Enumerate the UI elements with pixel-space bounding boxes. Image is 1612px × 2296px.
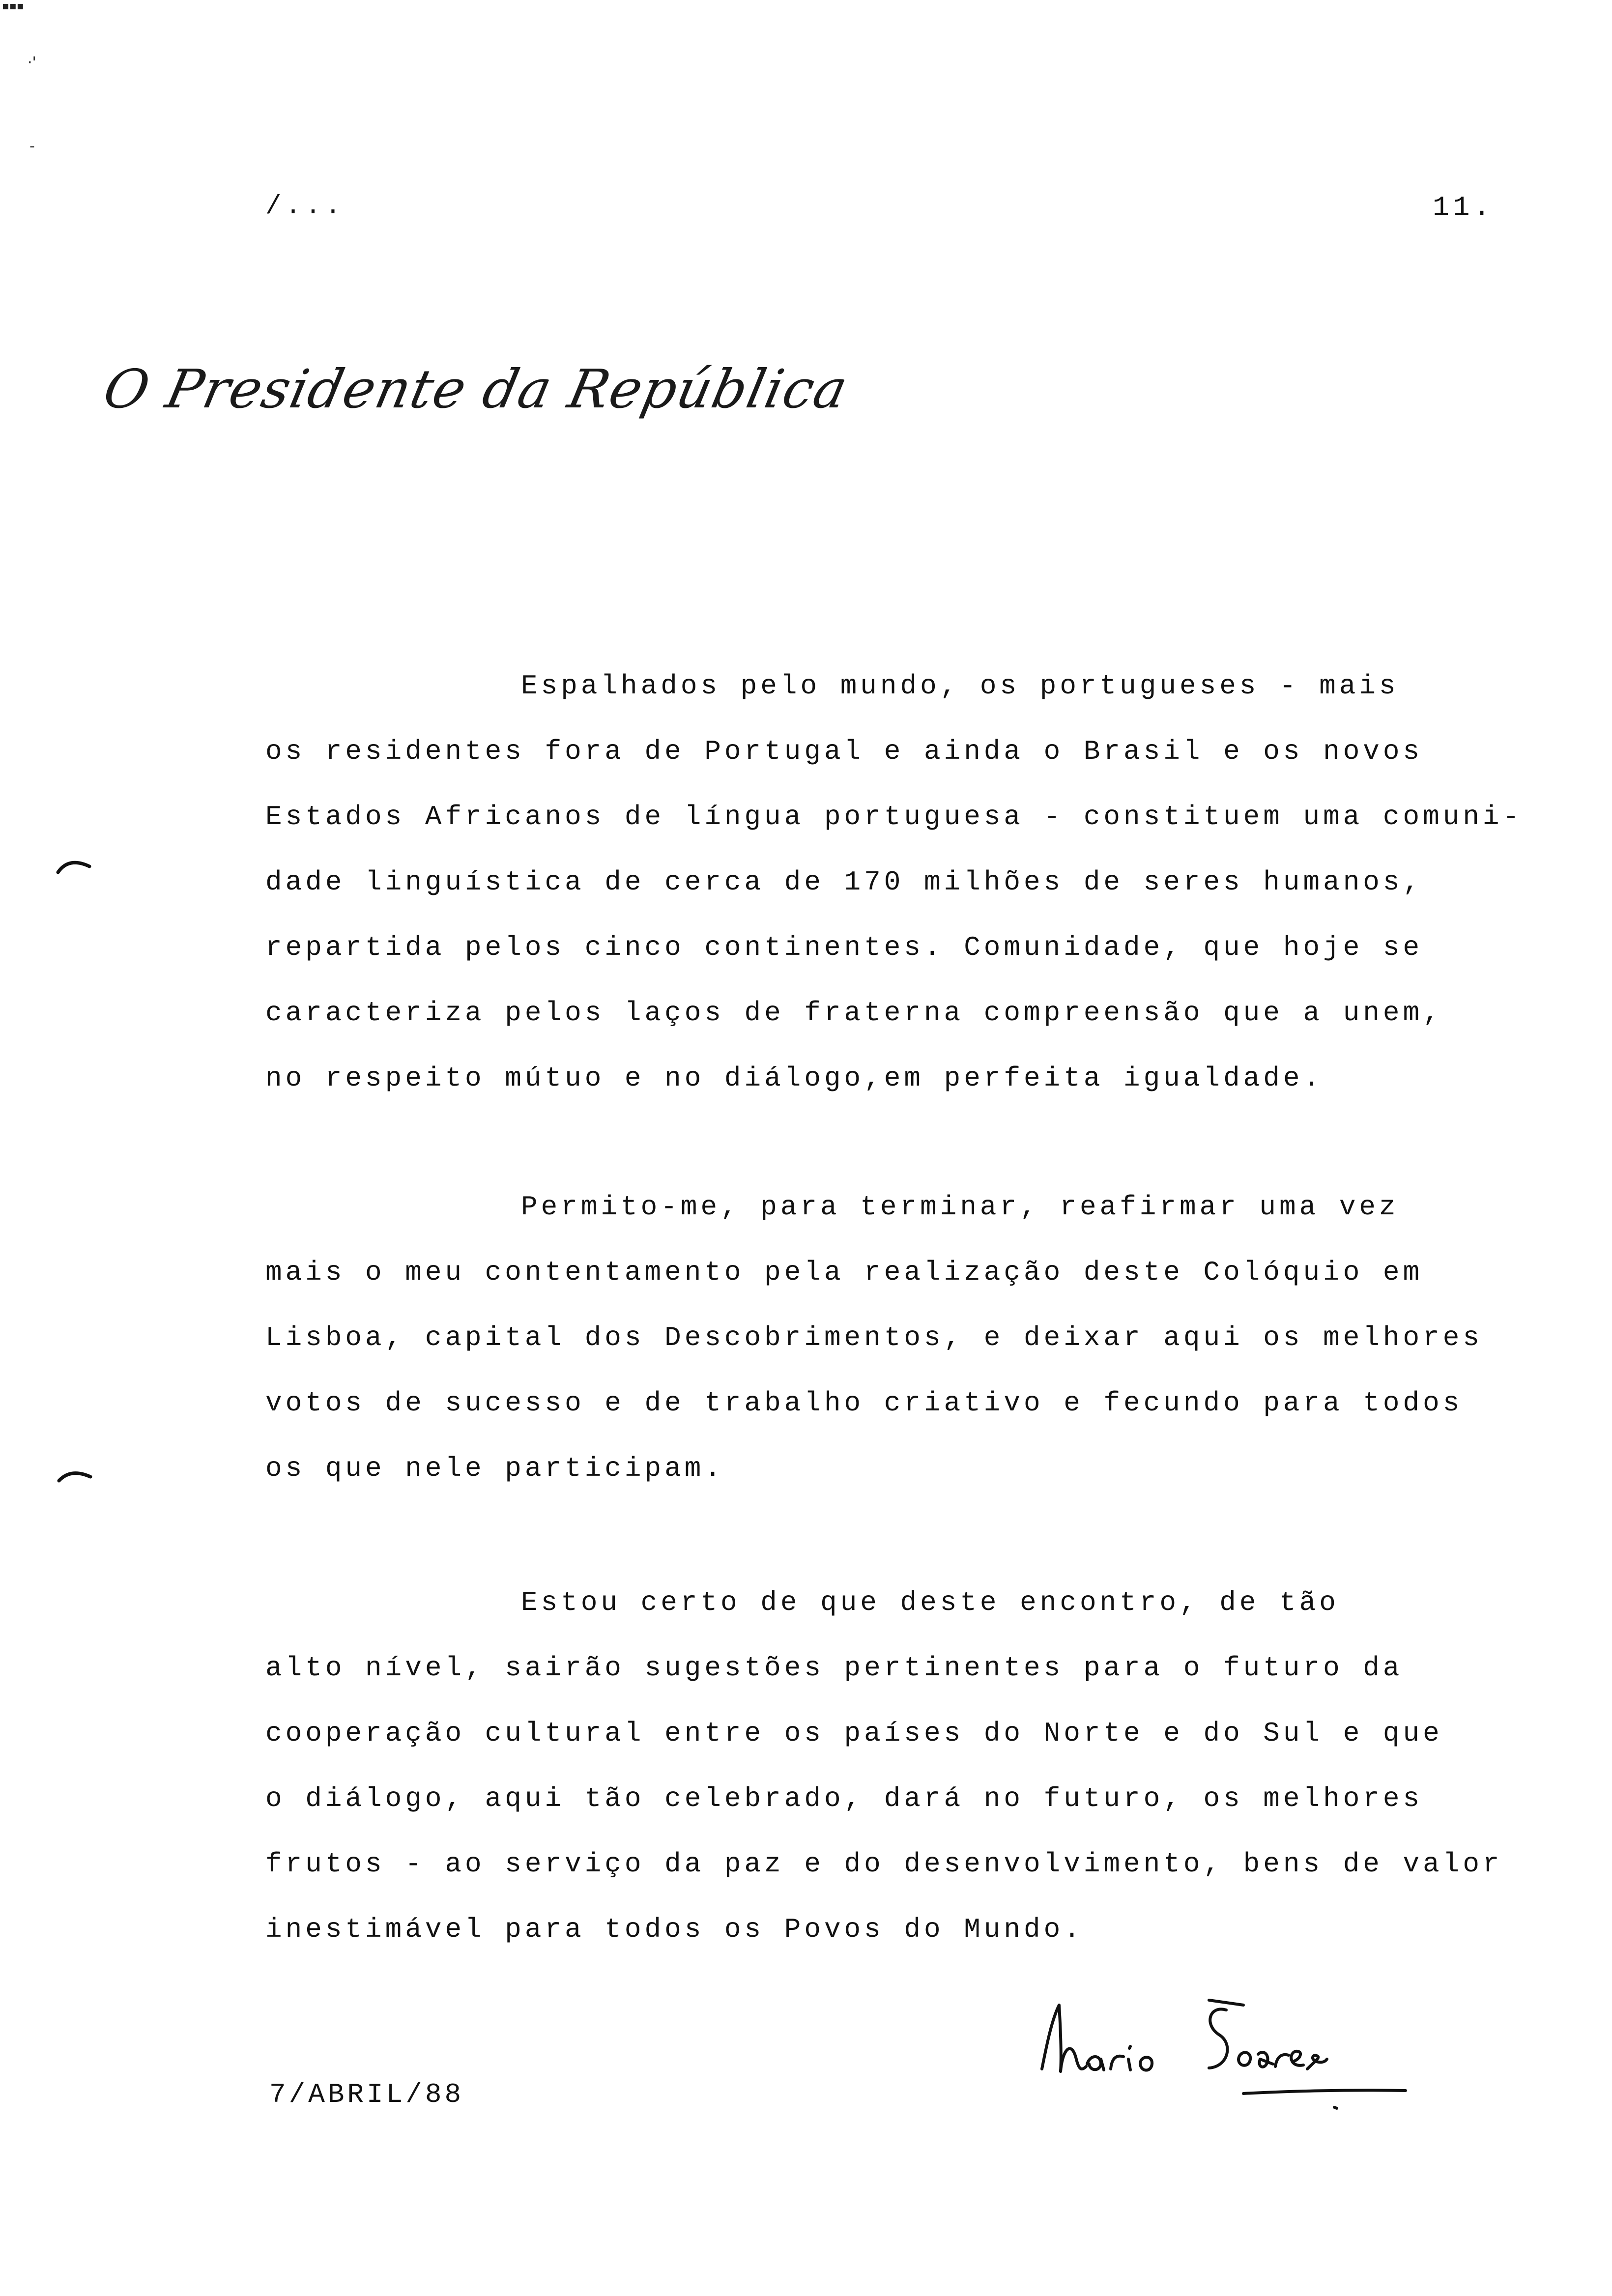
scan-artifact-dot: ·' [28,54,36,71]
paragraph-line: repartida pelos cinco continentes. Comunidade, que hoje se [265,932,1423,963]
paragraph-line: Lisboa, capital dos Descobrimentos, e deixar aqui os melhores [265,1322,1483,1353]
letterhead-presidente-da-republica: O Presidente da República [98,359,854,420]
continuation-mark: /... [265,192,345,222]
paragraph-line: caracteriza pelos laços de fraterna compreensão que a unem, [265,997,1443,1029]
paragraph-line: mais o meu contentamento pela realização deste Colóquio em [265,1257,1423,1288]
paragraph-1 [265,654,1523,1111]
paragraph-line: cooperação cultural entre os países do Norte e do Sul e que [265,1718,1443,1749]
paragraph-3 [265,1570,1504,1962]
paragraph-line: Espalhados pelo mundo, os portugueses - mais [521,670,1399,702]
signature [1032,1985,1415,2113]
scan-artifact-dash: - [29,138,35,155]
paragraph-line: os residentes fora de Portugal e ainda o Brasil e os novos [265,736,1423,767]
paragraph-line: o diálogo, aqui tão celebrado, dará no futuro, os melhores [265,1783,1423,1814]
paragraph-line: Permito-me, para terminar, reafirmar uma vez [521,1191,1399,1223]
paragraph-2 [265,1175,1504,1501]
paragraph-line: dade linguística de cerca de 170 milhões de seres humanos, [265,866,1423,898]
paragraph-line: frutos - ao serviço da paz e do desenvolvimento, bens de valor [265,1848,1503,1880]
document-date: 7/ABRIL/88 [269,2079,464,2110]
paragraph-line: alto nível, sairão sugestões pertinentes para o futuro da [265,1652,1403,1684]
punch-hole-mark-upper [54,853,93,877]
paragraph-line: Estou certo de que deste encontro, de tão [521,1587,1339,1618]
scan-artifact-top-left: ▪▪▪ [2,0,24,12]
paragraph-line: votos de sucesso e de trabalho criativo e fecundo para todos [265,1387,1463,1419]
paragraph-line: inestimável para todos os Povos do Mundo. [265,1914,1084,1945]
punch-hole-mark-lower [54,1462,93,1487]
paragraph-line: Estados Africanos de língua portuguesa - constituem uma comuni- [265,801,1523,832]
page-number: 11. [1433,192,1494,223]
paragraph-line: os que nele participam. [265,1453,724,1484]
paragraph-line: no respeito mútuo e no diálogo,em perfeita igualdade. [265,1062,1324,1094]
